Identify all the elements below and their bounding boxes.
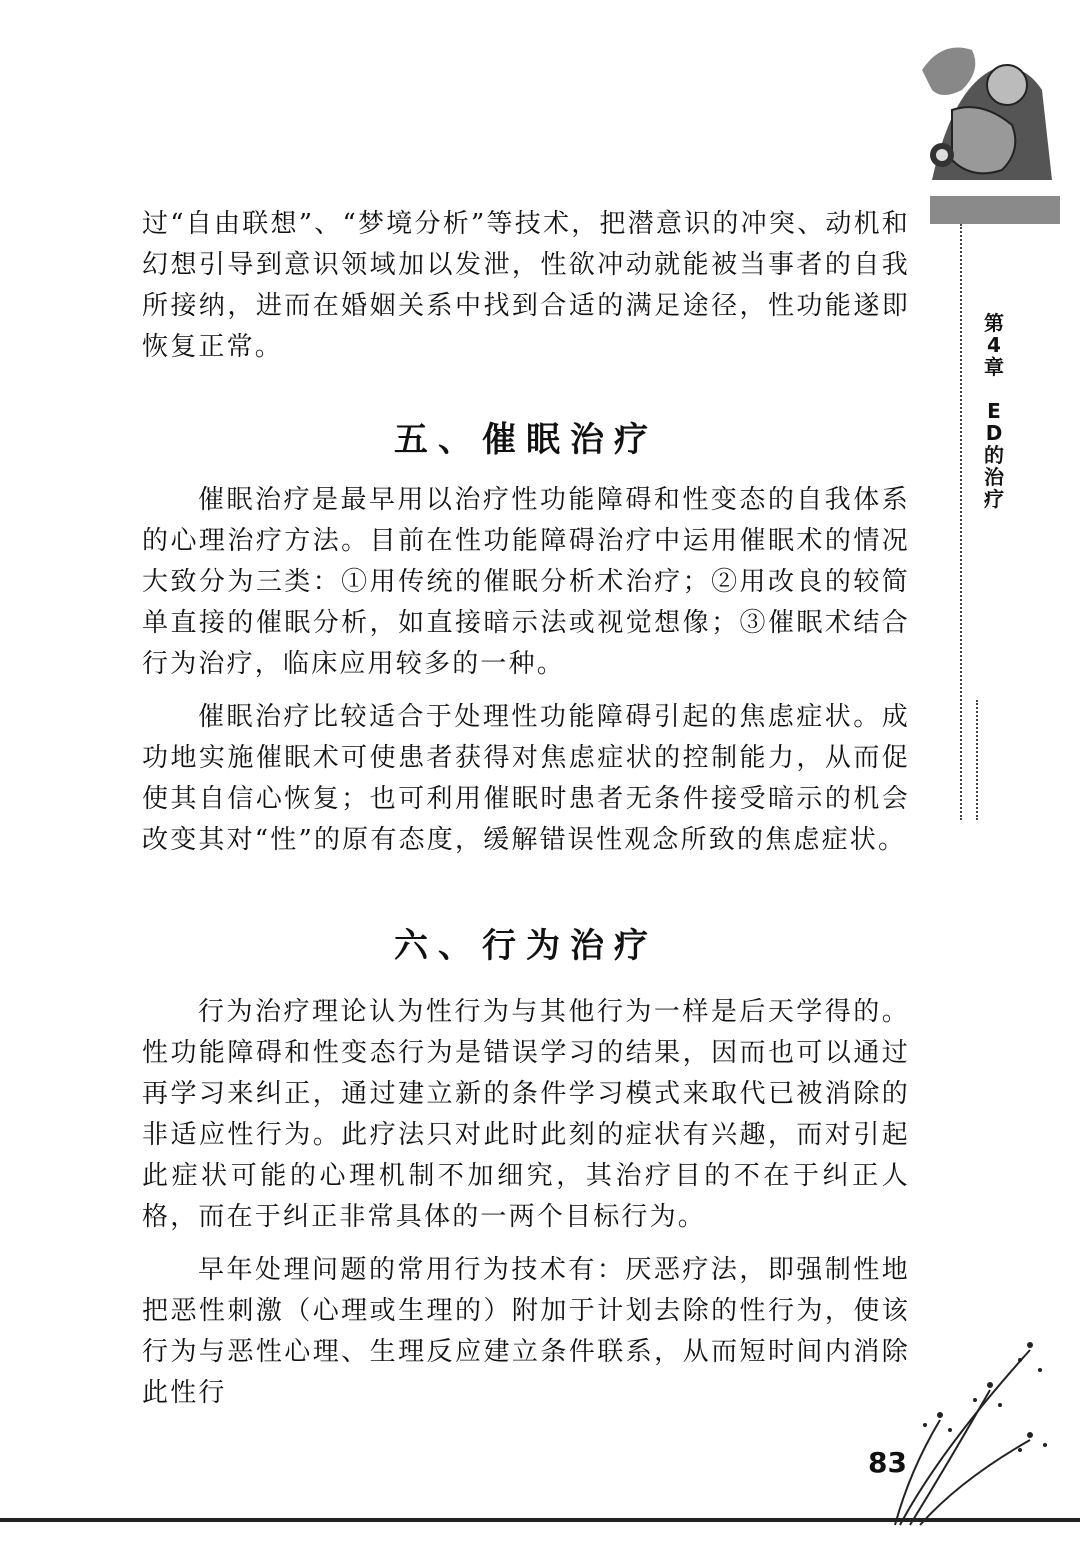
paragraph: 早年处理问题的常用行为技术有：厌恶疗法，即强制性地把恶性刺激（心理或生理的）附加于计划去除的性行为，使该行为与恶性心理、生理反应建立条件联系，从而短时间内消除此性行: [142, 1255, 910, 1408]
paragraph: 行为治疗理论认为性行为与其他行为一样是后天学得的。性功能障碍和性变态行为是错误学习的结果，因而也可以通过再学习来纠正，通过建立新的条件学习模式来取代已被消除的非适应性行为。此疗法只对此时此刻的症状有兴趣，而对引起此症状可能的心理机制不加细究，其治疗目的不在于纠正人格，而在于纠正非常具体的一两个目标行为。: [142, 997, 910, 1232]
section5-text: [142, 480, 910, 861]
firework-decoration: [880, 1330, 1070, 1530]
paragraph: 过“自由联想”、“梦境分析”等技术，把潜意识的冲突、动机和幻想引导到意识领域加以发泄，性欲冲动就能被当事者的自我所接纳，进而在婚姻关系中找到合适的满足途径，性功能遂即恢复正常。: [142, 209, 910, 362]
chapter-side-tab: [972, 312, 1016, 510]
chapter-title: ED的治疗: [984, 399, 1004, 511]
side-dotted-line: [960, 224, 962, 820]
side-dotted-line-2: [976, 700, 978, 820]
side-gray-band: [930, 196, 1060, 224]
muscle-man-illustration: [912, 30, 1062, 210]
section-heading-hypnosis: 五、催眠治疗: [394, 420, 658, 460]
bottom-rule: [0, 1518, 1080, 1522]
paragraph: 催眠治疗是最早用以治疗性功能障碍和性变态的自我体系的心理治疗方法。目前在性功能障碍治疗中运用催眠术的情况大致分为三类：①用传统的催眠分析术治疗；②用改良的较简单直接的催眠分析，如直接暗示法或视觉想像；③催眠术结合行为治疗，临床应用较多的一种。: [142, 485, 910, 679]
page-number: 83: [868, 1446, 907, 1479]
section6-text: [142, 992, 910, 1414]
chapter-label: 第4章: [984, 311, 1004, 379]
paragraph: 催眠治疗比较适合于处理性功能障碍引起的焦虑症状。成功地实施催眠术可使患者获得对焦虑症状的控制能力，从而促使其自信心恢复；也可利用催眠时患者无条件接受暗示的机会改变其对“性”的原有态度，缓解错误性观念所致的焦虑症状。: [142, 702, 910, 855]
section-heading-behavior: 六、行为治疗: [394, 926, 658, 966]
top-text-block: [142, 204, 910, 368]
